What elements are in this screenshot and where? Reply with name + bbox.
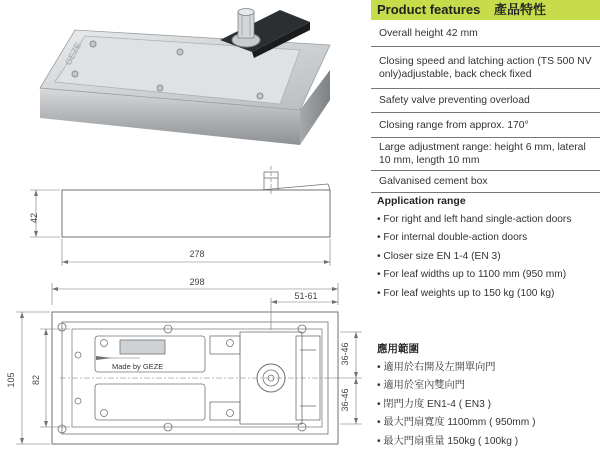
feature-row: Overall height 42 mm (371, 20, 600, 47)
application-range-cn (377, 340, 597, 452)
plate-label: Made by GEZE (112, 362, 164, 371)
application-range (377, 192, 597, 304)
dim-length-outer: 298 (189, 277, 205, 287)
dim-length-inner: 278 (189, 249, 205, 259)
application-item: • For leaf weights up to 150 kg (100 kg) (377, 285, 597, 304)
dim-height: 42 (29, 213, 39, 224)
dim-right-lower: 36-46 (340, 388, 350, 412)
application-item-cn: • 閉門力度 EN1-4 ( EN3 ) (377, 396, 597, 415)
application-item-cn: • 適用於右開及左開單向門 (377, 359, 597, 378)
application-title: Application range (377, 195, 466, 207)
dim-right-upper: 36-46 (340, 342, 350, 366)
dim-width-outer: 105 (6, 372, 16, 388)
feature-row: Closing range from approx. 170° (371, 113, 600, 138)
application-item-cn: • 最大門扇寬度 1100mm ( 950mm ) (377, 414, 597, 433)
technical-drawing (0, 160, 370, 450)
product-photo (0, 0, 365, 160)
feature-row: Galvanised cement box (371, 171, 600, 193)
features-title: Product features (377, 2, 481, 17)
application-item-cn: • 適用於室內雙向門 (377, 377, 597, 396)
application-item: • For internal double-action doors (377, 229, 597, 248)
application-item: • For right and left hand single-action doors (377, 211, 597, 230)
product-features-panel (371, 0, 600, 193)
photo-brand-mark: GEZE (62, 40, 84, 67)
dim-spindle-offset: 51-61 (294, 291, 318, 301)
dim-width-inner: 82 (31, 375, 41, 386)
feature-row: Large adjustment range: height 6 mm, lateral 10 mm, length 10 mm (371, 138, 600, 171)
application-item-cn: • 最大門扇重量 150kg ( 100kg ) (377, 433, 597, 452)
application-item: • Closer size EN 1-4 (EN 3) (377, 248, 597, 267)
feature-row: Closing speed and latching action (TS 500 NV only)adjustable, back check fixed (371, 47, 600, 89)
features-header (371, 0, 600, 20)
application-item: • For leaf widths up to 1100 mm (950 mm) (377, 266, 597, 285)
application-title-cn: 應用範圍 (377, 343, 419, 355)
feature-row: Safety valve preventing overload (371, 89, 600, 113)
features-title-cn: 產品特性 (493, 2, 546, 17)
